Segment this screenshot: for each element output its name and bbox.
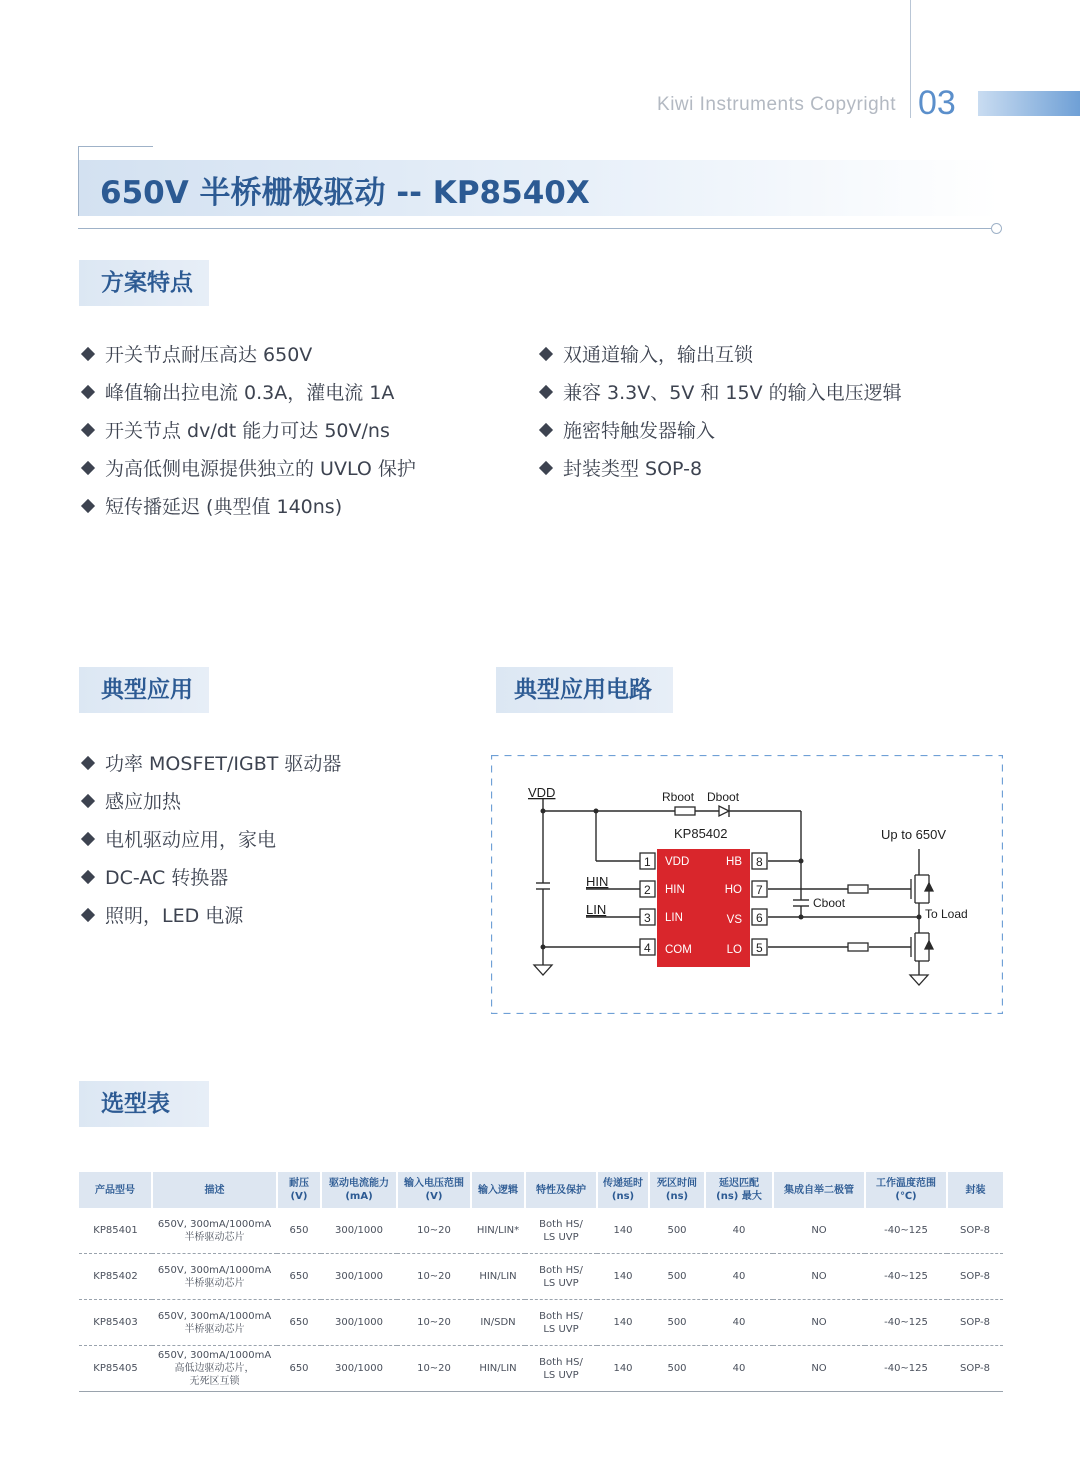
table-cell: -40~125: [865, 1208, 947, 1254]
table-cell: NO: [773, 1208, 865, 1254]
pin-label: HO: [724, 884, 742, 896]
table-cell: 650V, 300mA/1000mA 半桥驱动芯片: [152, 1208, 277, 1254]
cboot-label: Cboot: [813, 896, 846, 910]
table-cell: 40: [705, 1300, 773, 1346]
table-cell: 140: [597, 1254, 649, 1300]
table-cell: KP85401: [79, 1208, 152, 1254]
table-row: [79, 1208, 1003, 1254]
title-tab-decoration: [78, 146, 153, 161]
table-cell: 140: [597, 1346, 649, 1392]
table-cell: 500: [649, 1346, 705, 1392]
high-gate-resistor: [848, 885, 868, 893]
table-cell: 10~20: [397, 1254, 471, 1300]
pin-number: 8: [756, 855, 763, 869]
section-features-heading: 方案特点: [79, 260, 209, 306]
ground-icon: [910, 975, 928, 985]
table-cell: NO: [773, 1346, 865, 1392]
table-cell: NO: [773, 1300, 865, 1346]
pin-label: VS: [726, 914, 742, 926]
table-cell: SOP-8: [947, 1208, 1003, 1254]
section-applications-heading: 典型应用: [79, 667, 209, 713]
table-row: [79, 1300, 1003, 1346]
pin-label: HIN: [665, 884, 685, 896]
load-label: To Load: [925, 907, 968, 921]
column-header: 描述: [152, 1172, 277, 1208]
title-underline: [78, 228, 992, 229]
table-cell: 140: [597, 1208, 649, 1254]
low-side-mosfet-icon: [911, 933, 933, 961]
diamond-bullet-icon: [81, 794, 95, 808]
table-cell: Both HS/ LS UVP: [525, 1208, 597, 1254]
column-header: 驱动电流能力 (mA): [321, 1172, 397, 1208]
diamond-bullet-icon: [81, 908, 95, 922]
list-item: 开关节点耐压高达 650V: [79, 336, 416, 374]
column-header: 耐压 (V): [277, 1172, 321, 1208]
pin-number: 6: [756, 911, 763, 925]
diamond-bullet-icon: [81, 347, 95, 361]
table-cell: 650: [277, 1254, 321, 1300]
vdd-label: VDD: [528, 785, 556, 800]
column-header: 延迟匹配 (ns) 最大: [705, 1172, 773, 1208]
table-cell: Both HS/ LS UVP: [525, 1254, 597, 1300]
list-item: 短传播延迟 (典型值 140ns): [79, 488, 416, 526]
diamond-bullet-icon: [81, 385, 95, 399]
high-side-mosfet-icon: [911, 875, 933, 903]
table-cell: 650V, 300mA/1000mA 高低边驱动芯片， 无死区互锁: [152, 1346, 277, 1392]
table-cell: -40~125: [865, 1254, 947, 1300]
table-cell: 40: [705, 1254, 773, 1300]
column-header: 输入逻辑: [471, 1172, 525, 1208]
table-cell: SOP-8: [947, 1254, 1003, 1300]
pin-number: 3: [644, 911, 651, 925]
table-cell: Both HS/ LS UVP: [525, 1346, 597, 1392]
typical-application-circuit: [491, 755, 1003, 1014]
section-selection-heading: 选型表: [79, 1081, 209, 1127]
pin-number: 5: [756, 941, 763, 955]
table-cell: 500: [649, 1300, 705, 1346]
table-cell: 10~20: [397, 1208, 471, 1254]
table-cell: 300/1000: [321, 1254, 397, 1300]
list-item: 为高低侧电源提供独立的 UVLO 保护: [79, 450, 416, 488]
table-cell: HIN/LIN: [471, 1254, 525, 1300]
table-cell: HIN/LIN*: [471, 1208, 525, 1254]
table-cell: 40: [705, 1208, 773, 1254]
table-cell: 300/1000: [321, 1300, 397, 1346]
pin-number: 4: [644, 941, 651, 955]
list-item: 兼容 3.3V、5V 和 15V 的输入电压逻辑: [537, 374, 902, 412]
selection-table-container: [79, 1172, 1003, 1392]
rboot-resistor: [675, 807, 695, 815]
table-cell: Both HS/ LS UVP: [525, 1300, 597, 1346]
diamond-bullet-icon: [81, 423, 95, 437]
list-item: 峰值输出拉电流 0.3A，灌电流 1A: [79, 374, 416, 412]
dboot-diode-icon: [719, 805, 729, 817]
pin-number: 1: [644, 855, 651, 869]
list-item: 施密特触发器输入: [537, 412, 902, 450]
diamond-bullet-icon: [539, 461, 553, 475]
pin-label: COM: [665, 944, 692, 956]
column-header: 产品型号: [79, 1172, 152, 1208]
diamond-bullet-icon: [539, 347, 553, 361]
diamond-bullet-icon: [81, 870, 95, 884]
ground-icon: [534, 965, 552, 975]
selection-table: [79, 1172, 1003, 1392]
list-item: 感应加热: [79, 783, 341, 821]
page-accent-bar: [978, 91, 1080, 116]
table-cell: 650: [277, 1300, 321, 1346]
list-item: 照明，LED 电源: [79, 897, 341, 935]
column-header: 集成自举二极管: [773, 1172, 865, 1208]
chip-part-number: KP85402: [674, 826, 728, 841]
diamond-bullet-icon: [539, 423, 553, 437]
column-header: 输入电压范围 (V): [397, 1172, 471, 1208]
column-header: 特性及保护: [525, 1172, 597, 1208]
low-gate-resistor: [848, 943, 868, 951]
table-cell: KP85402: [79, 1254, 152, 1300]
features-right-list: [537, 336, 902, 488]
rboot-label: Rboot: [662, 790, 695, 804]
lin-label: LIN: [586, 902, 607, 917]
list-item: 电机驱动应用，家电: [79, 821, 341, 859]
diamond-bullet-icon: [539, 385, 553, 399]
hin-label: HIN: [586, 874, 609, 889]
list-item: DC-AC 转换器: [79, 859, 341, 897]
table-cell: SOP-8: [947, 1346, 1003, 1392]
pin-number: 2: [644, 883, 651, 897]
table-cell: 650: [277, 1208, 321, 1254]
table-body: [79, 1208, 1003, 1392]
page-number: 03: [918, 84, 956, 122]
dboot-label: Dboot: [707, 790, 740, 804]
table-cell: 300/1000: [321, 1346, 397, 1392]
pin-label: LO: [726, 944, 742, 956]
table-cell: 10~20: [397, 1300, 471, 1346]
table-cell: 500: [649, 1208, 705, 1254]
list-item: 开关节点 dv/dt 能力可达 50V/ns: [79, 412, 416, 450]
column-header: 工作温度范围 (℃): [865, 1172, 947, 1208]
pin-label: VDD: [665, 856, 690, 868]
table-cell: KP85403: [79, 1300, 152, 1346]
page-title: 650V 半桥栅极驱动 -- KP8540X: [100, 175, 590, 211]
column-header: 封装: [947, 1172, 1003, 1208]
table-cell: 650V, 300mA/1000mA 半桥驱动芯片: [152, 1254, 277, 1300]
table-cell: 650V, 300mA/1000mA 半桥驱动芯片: [152, 1300, 277, 1346]
header-divider: [910, 0, 911, 118]
table-cell: 40: [705, 1346, 773, 1392]
list-item: 双通道输入，输出互锁: [537, 336, 902, 374]
table-row: [79, 1254, 1003, 1300]
table-cell: 650: [277, 1346, 321, 1392]
table-cell: 500: [649, 1254, 705, 1300]
features-left-list: [79, 336, 416, 526]
table-cell: -40~125: [865, 1300, 947, 1346]
table-row: [79, 1346, 1003, 1392]
pin-number: 7: [756, 883, 763, 897]
diamond-bullet-icon: [81, 832, 95, 846]
table-cell: -40~125: [865, 1346, 947, 1392]
table-cell: NO: [773, 1254, 865, 1300]
table-cell: 300/1000: [321, 1208, 397, 1254]
voltage-label: Up to 650V: [881, 827, 947, 842]
column-header: 死区时间 (ns): [649, 1172, 705, 1208]
table-cell: 140: [597, 1300, 649, 1346]
table-cell: HIN/LIN: [471, 1346, 525, 1392]
pin-label: LIN: [665, 912, 683, 924]
list-item: 功率 MOSFET/IGBT 驱动器: [79, 745, 341, 783]
diamond-bullet-icon: [81, 499, 95, 513]
copyright-text: Kiwi Instruments Copyright: [657, 94, 896, 115]
title-line-end-dot: [991, 223, 1002, 234]
diamond-bullet-icon: [81, 756, 95, 770]
table-cell: SOP-8: [947, 1300, 1003, 1346]
section-circuit-heading: 典型应用电路: [496, 667, 673, 713]
table-header-row: [79, 1172, 1003, 1208]
diamond-bullet-icon: [81, 461, 95, 475]
table-cell: 10~20: [397, 1346, 471, 1392]
column-header: 传递延时 (ns): [597, 1172, 649, 1208]
table-cell: IN/SDN: [471, 1300, 525, 1346]
list-item: 封装类型 SOP-8: [537, 450, 902, 488]
table-cell: KP85405: [79, 1346, 152, 1392]
applications-list: [79, 745, 341, 935]
pin-label: HB: [726, 856, 742, 868]
